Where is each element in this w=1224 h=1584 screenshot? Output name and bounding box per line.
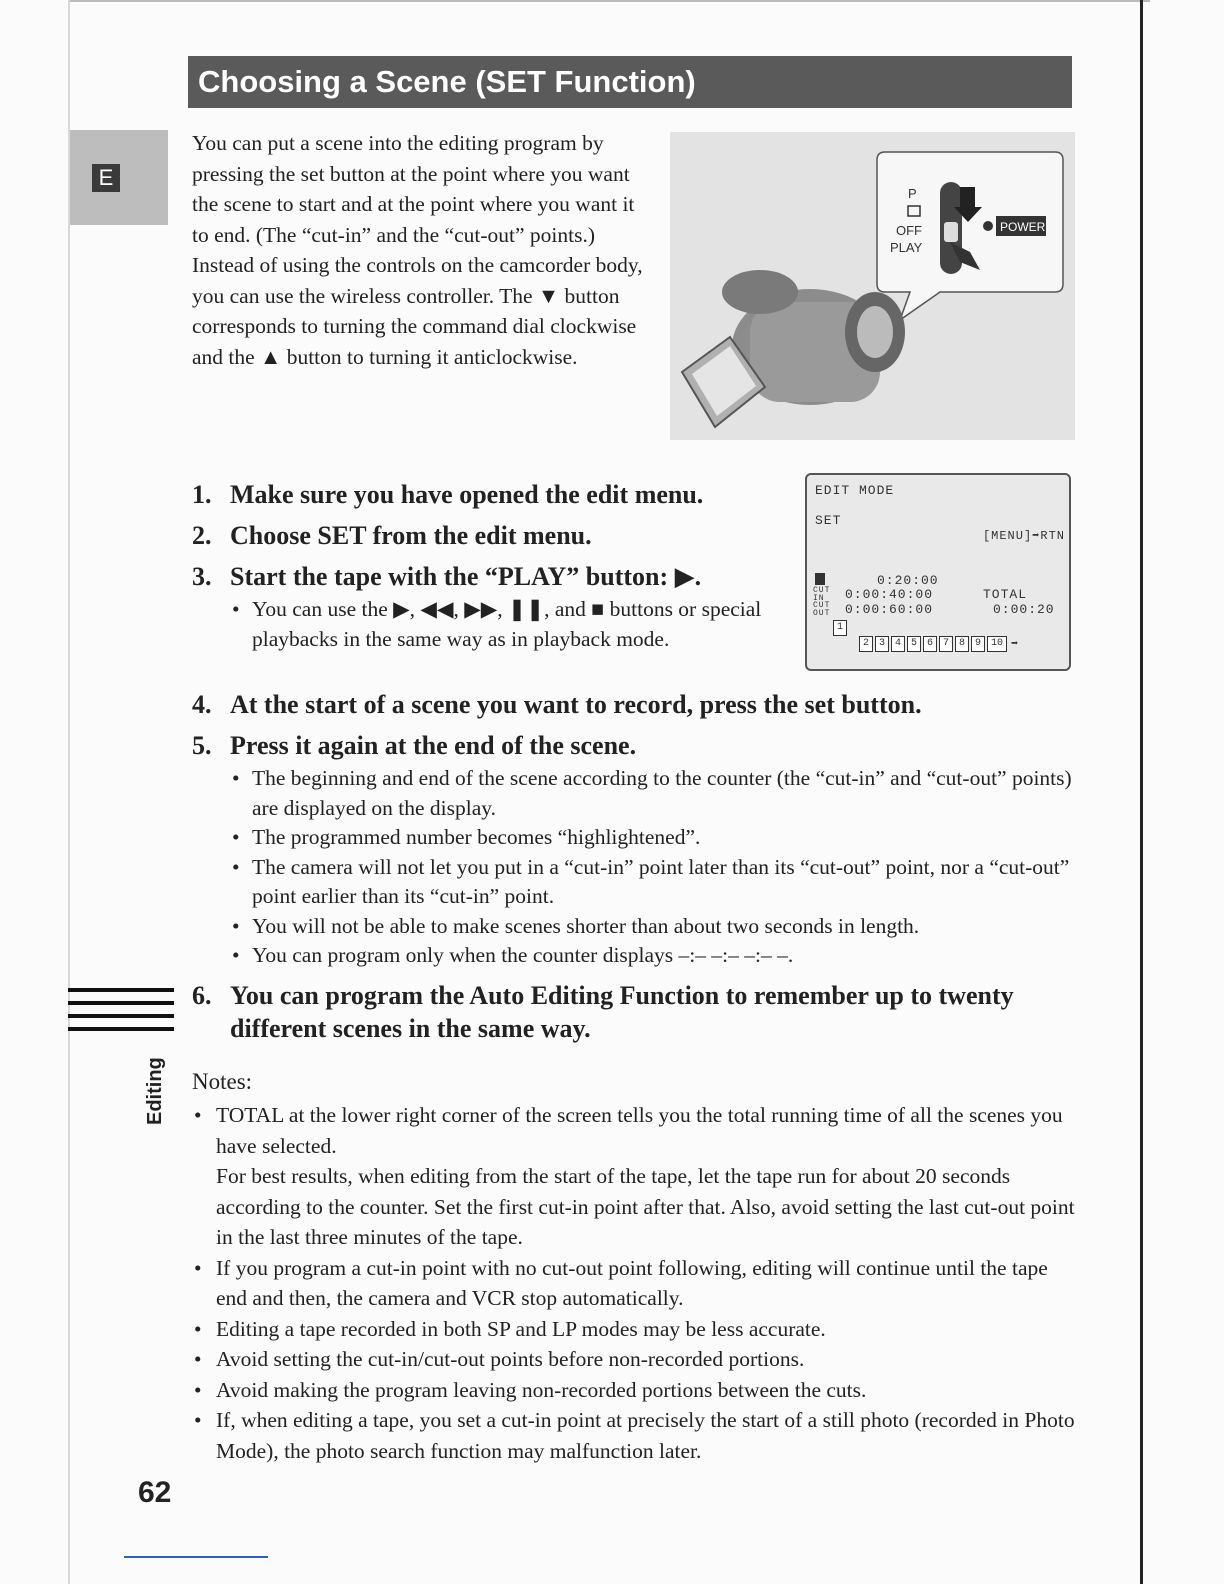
- program-number: 7: [939, 636, 953, 652]
- right-rule: [1140, 0, 1143, 1584]
- note-text: Editing a tape recorded in both SP and LP modes may be less accurate.: [216, 1316, 826, 1341]
- language-tab: [70, 130, 168, 225]
- notes-title: Notes:: [192, 1069, 253, 1094]
- bullet-item: • The camera will not let you put in a “cut-in” point later than its “cut-out” point, nor a “cut-out” point earlier than its “cut-in” point.: [230, 853, 1092, 912]
- lcd-total-value: 0:00:20: [993, 602, 1055, 617]
- step-number: 4.: [192, 690, 212, 719]
- program-number: 5: [907, 636, 921, 652]
- top-rule: [70, 0, 1150, 2]
- dial-label-play: PLAY: [890, 240, 923, 255]
- program-number: 8: [955, 636, 969, 652]
- note-item: [192, 1253, 1082, 1314]
- step-text: Make sure you have opened the edit menu.: [230, 480, 704, 509]
- bullet-item: • You will not be able to make scenes shorter than about two seconds in length.: [230, 912, 1092, 942]
- note-item: [192, 1100, 1082, 1253]
- page-title: Choosing a Scene (SET Function): [188, 56, 1072, 108]
- lcd-title: EDIT MODE: [815, 483, 895, 498]
- step-number: 5.: [192, 731, 212, 760]
- steps-group-top: [192, 478, 792, 662]
- note-item: [192, 1375, 1082, 1406]
- section-side-label: Editing: [144, 1057, 166, 1125]
- note-item: [192, 1314, 1082, 1345]
- lcd-cut-in-label: CUT IN: [813, 586, 831, 603]
- lcd-mode: SET: [815, 513, 842, 528]
- note-text: Avoid setting the cut-in/cut-out points before non-recorded portions.: [216, 1347, 805, 1371]
- step-number: 3.: [192, 562, 212, 591]
- step-3: [192, 560, 792, 593]
- power-label: POWER: [1000, 220, 1046, 234]
- lcd-cut-out: 0:00:60:00: [845, 602, 934, 617]
- note-text: TOTAL at the lower right corner of the screen tells you the total running time of all the scenes you have selected.: [216, 1103, 1063, 1158]
- lcd-return: [MENU]➡RTN: [982, 529, 1065, 543]
- step-4: [192, 688, 1092, 721]
- program-number: 3: [875, 636, 889, 652]
- note-item: [192, 1405, 1082, 1466]
- step-6: [192, 979, 1092, 1045]
- note-item: [192, 1344, 1082, 1375]
- step-text: Start the tape with the “PLAY” button: ▶.: [230, 562, 702, 591]
- steps-group-bottom: [192, 688, 1092, 1053]
- bullet-item: • You can use the ▶, ◀◀, ▶▶, ❚❚, and ■ buttons or special playbacks in the same way as in playback mode.: [230, 595, 792, 654]
- section-marker-bars: [68, 988, 174, 1040]
- lcd-cut-in: 0:00:40:00: [845, 587, 934, 602]
- step-5: [192, 729, 1092, 762]
- intro-paragraph: You can put a scene into the editing program by pressing the set button at the point where you want the scene to start and at the point where you want it to end. (The “cut-in” and the “cut-out” points.) Instead of using the controls on the camcorder body, you can use the wireless controller. The ▼ button corresponds to turning the command dial clockwise and the ▲ button to turning it anticlockwise.: [192, 131, 643, 369]
- step-number: 2.: [192, 521, 212, 550]
- program-number: 1: [833, 620, 847, 636]
- dial-label-off: OFF: [896, 223, 922, 238]
- step-2: [192, 519, 792, 552]
- step-number: 1.: [192, 480, 212, 509]
- dial-label-p: P: [908, 186, 917, 201]
- notes-section: [192, 1066, 1082, 1466]
- note-text: If, when editing a tape, you set a cut-in point at precisely the start of a still photo (recorded in Photo Mode), the photo search function may malfunction later.: [216, 1408, 1075, 1463]
- program-number: 10: [987, 636, 1007, 652]
- bottom-rule: [124, 1556, 268, 1558]
- lcd-cut-out-label: CUT OUT: [813, 601, 831, 618]
- page-number: 62: [138, 1476, 172, 1509]
- bullet-item: • The beginning and end of the scene according to the counter (the “cut-in” and “cut-out” points) are displayed on the display.: [230, 764, 1092, 823]
- program-number: 4: [891, 636, 905, 652]
- lcd-total-label: TOTAL: [983, 587, 1028, 602]
- camcorder-illustration: [670, 132, 1075, 440]
- bullet-item: • The programmed number becomes “highlightened”.: [230, 823, 1092, 853]
- camcorder-drawing: [670, 132, 1075, 440]
- step-text: Press it again at the end of the scene.: [230, 731, 637, 760]
- step-number: 6.: [192, 980, 212, 1010]
- program-number: 9: [971, 636, 985, 652]
- step-1: [192, 478, 792, 511]
- bullet-item: • You can program only when the counter displays –:– –:– –:– –.: [230, 941, 1092, 971]
- step-text: Choose SET from the edit menu.: [230, 521, 592, 550]
- lcd-screen-example: [805, 473, 1071, 671]
- step-5-bullets: [230, 764, 1092, 971]
- program-number: 6: [923, 636, 937, 652]
- note-text: If you program a cut-in point with no cut-out point following, editing will continue until the tape end and then, the camera and VCR stop automatically.: [216, 1255, 1048, 1310]
- next-arrow-icon: ➡: [1011, 637, 1019, 651]
- step-text: You can program the Auto Editing Function to remember up to twenty different scenes in the same way.: [230, 980, 1014, 1043]
- lcd-counter: 0:20:00: [877, 573, 939, 588]
- program-number: 2: [859, 636, 873, 652]
- program-marker-icon: [815, 573, 825, 585]
- notes-list: [192, 1100, 1082, 1466]
- step-text: At the start of a scene you want to record, press the set button.: [230, 690, 922, 719]
- left-rule: [68, 0, 70, 1584]
- language-code: E: [92, 164, 120, 192]
- step-3-bullets: [230, 595, 792, 654]
- note-extra-text: For best results, when editing from the start of the tape, let the tape run for about 20 seconds according to the counter. Set the first cut-in point after that. Also, avoid setting the last cut-out point in the last three minutes of the tape.: [216, 1164, 1075, 1249]
- note-text: Avoid making the program leaving non-recorded portions between the cuts.: [216, 1377, 867, 1402]
